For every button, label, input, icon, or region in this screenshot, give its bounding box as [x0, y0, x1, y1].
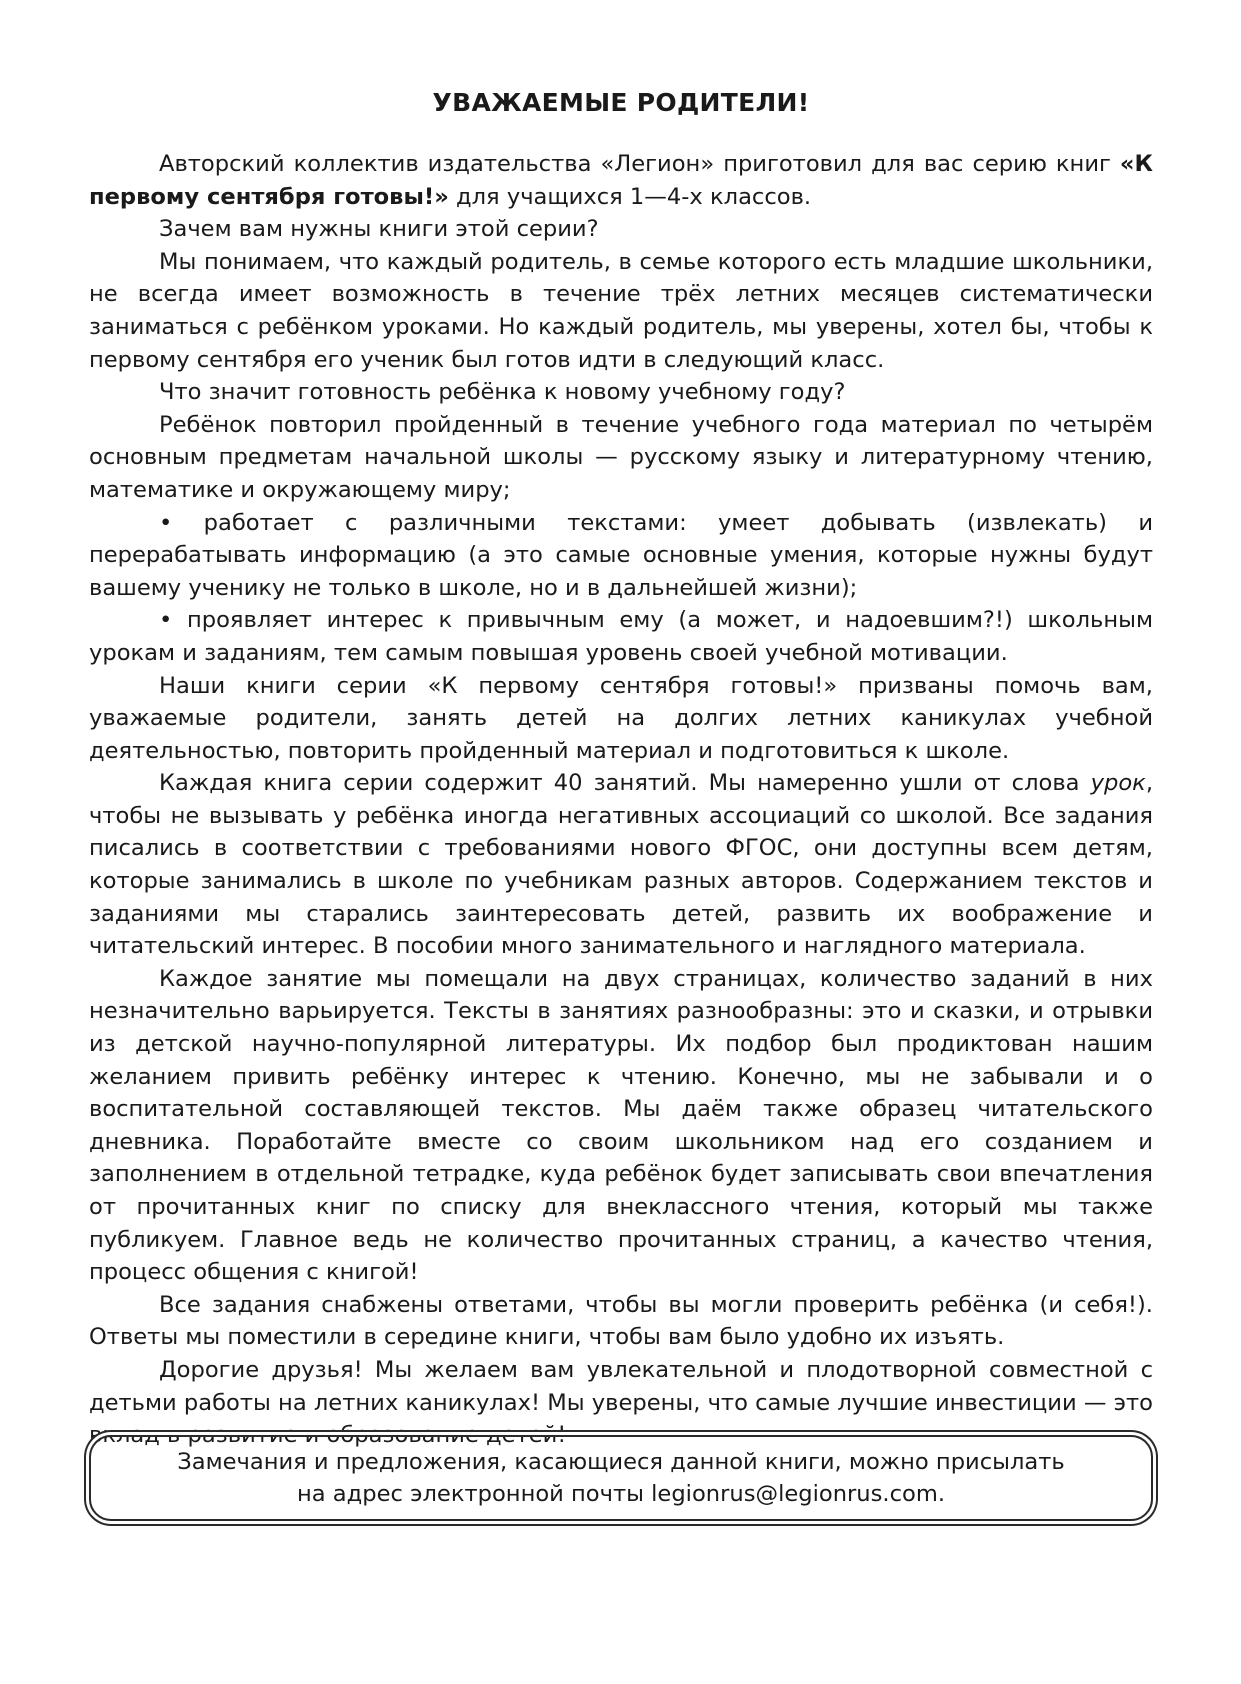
paragraph-9 — [89, 767, 1153, 963]
paragraph-question-1: Зачем вам нужны книги этой серии? — [159, 216, 599, 243]
notice-box — [89, 1435, 1153, 1521]
notice-line-1: Замечания и предложения, касающиеся данной книги, можно присылать — [177, 1449, 1065, 1475]
bullet-item-1: • работает с различными текстами: умеет добывать (извлекать) и перерабатывать информацию (а это самые основные умения, которые нужны будут вашему ученику не только в школе, но и в дальнейшей жизни); — [89, 509, 1153, 601]
paragraph-question-2: Что значит готовность ребёнка к новому учебному году? — [159, 379, 846, 406]
paragraph-3: Мы понимаем, что каждый родитель, в семье которого есть младшие школьники, не всегда имеет возможность в течение трёх летних месяцев систематически заниматься с ребёнком уроками. Но каждый родитель, мы уверены, хотел бы, чтобы к первому сентября его ученик был готов идти в следующий класс. — [89, 248, 1153, 373]
page-content — [89, 88, 1153, 1452]
page-title: УВАЖАЕМЫЕ РОДИТЕЛИ! — [432, 88, 810, 117]
paragraph-12: Дорогие друзья! Мы желаем вам увлекательной и плодотворной совместной с детьми работы на летних каникулах! Мы уверены, что самые лучшие инвестиции — это вклад в развитие и образование детей! — [89, 1356, 1153, 1449]
series-title: «К первому сентября готовы!» — [89, 151, 1153, 210]
paragraph-9-start: Каждая книга серии содержит 40 занятий. Мы намеренно ушли от слова — [159, 770, 1091, 797]
notice-line-2: на адрес электронной почты legionrus@legionrus.com. — [296, 1481, 946, 1507]
intro-text-end: для учащихся 1—4-х классов. — [448, 183, 812, 210]
paragraph-9-end: , чтобы не вызывать у ребёнка иногда негативных ассоциаций со школой. Все задания писались в соответствии с требованиями нового ФГОС, они доступны всем детям, которые занимались в школе по учебникам разных авторов. Содержанием текстов и заданиями мы старались заинтересовать детей, развить их воображение и читательский интерес. В пособии много занимательного и наглядного материала. — [89, 770, 1153, 960]
paragraph-11: Все задания снабжены ответами, чтобы вы могли проверить ребёнка (и себя!). Ответы мы поместили в середине книги, чтобы вам было удобно их изъять. — [89, 1291, 1153, 1351]
intro-text: Авторский коллектив издательства «Легион» приготовил для вас серию книг — [159, 151, 1120, 177]
body-text — [89, 148, 1153, 1452]
paragraph-8: Наши книги серии «К первому сентября готовы!» призваны помочь вам, уважаемые родители, занять детей на долгих летних каникулах учебной деятельностью, повторить пройденный материал и подготовиться к школе. — [89, 672, 1153, 764]
bullet-item-2: • проявляет интерес к привычным ему (а может, и надоевшим?!) школьным урокам и заданиям, тем самым повышая уровень своей учебной мотивации. — [89, 607, 1153, 666]
italic-word: урок — [1090, 770, 1146, 797]
paragraph-5: Ребёнок повторил пройденный в течение учебного года материал по четырём основным предметам начальной школы — русскому языку и литературному чтению, математике и окружающему миру; — [89, 411, 1153, 503]
paragraph-intro — [89, 148, 1153, 213]
paragraph-10: Каждое занятие мы помещали на двух страницах, количество заданий в них незначительно варьируется. Тексты в занятиях разнообразны: это и сказки, и отрывки из детской научно-популярной литературы. Их подбор был продиктован нашим желанием привить ребёнку интерес к чтению. Конечно, мы не забывали и о воспитательной составляющей текстов. Мы даём также образец читательского дневника. Поработайте вместе со своим школьником над его созданием и заполнением в отдельной тетрадке, куда ребёнок будет записывать свои впечатления от прочитанных книг по списку для внеклассного чтения, который мы также публикуем. Главное ведь не количество прочитанных страниц, а качество чтения, процесс общения с книгой! — [89, 965, 1153, 1286]
